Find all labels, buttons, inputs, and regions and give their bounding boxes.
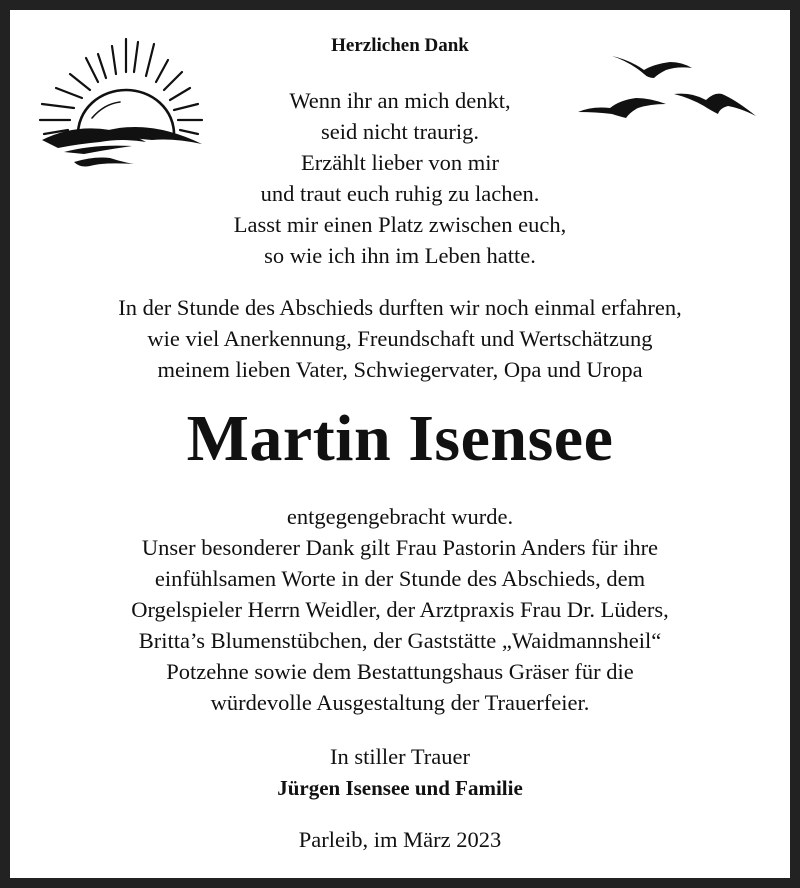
heading: Herzlichen Dank <box>331 35 469 56</box>
poem-line: Erzählt lieber von mir <box>300 150 500 175</box>
thanks-line: entgegengebracht wurde. <box>286 504 514 529</box>
thanks-line: Unser besonderer Dank gilt Frau Pastorin Anders für ihre <box>141 535 659 560</box>
thanks-line: würdevolle Ausgestaltung der Trauerfeier. <box>210 690 590 715</box>
poem-line: Wenn ihr an mich denkt, <box>289 88 511 113</box>
place-date: Parleib, im März 2023 <box>298 827 502 852</box>
poem-line: seid nicht traurig. <box>320 119 480 144</box>
thanks-line: einfühlsamen Worte in der Stunde des Abschieds, dem <box>154 566 646 591</box>
poem-line: so wie ich ihn im Leben hatte. <box>264 243 536 268</box>
mourning-text: In stiller Trauer <box>330 744 470 769</box>
thanks-line: Orgelspieler Herrn Weidler, der Arztpraxis Frau Dr. Lüders, <box>131 597 669 622</box>
thanks-line: Potzehne sowie dem Bestattungshaus Gräser für die <box>166 659 634 684</box>
thanks-line: Britta’s Blumenstübchen, der Gaststätte „Waidmannsheil“ <box>138 628 662 653</box>
intro-line: wie viel Anerkennung, Freundschaft und Wertschätzung <box>147 326 653 351</box>
poem-line: und traut euch ruhig zu lachen. <box>260 181 540 206</box>
intro-line: meinem lieben Vater, Schwiegervater, Opa und Uropa <box>157 357 643 382</box>
poem-line: Lasst mir einen Platz zwischen euch, <box>233 212 567 237</box>
family-signature: Jürgen Isensee und Familie <box>277 776 523 800</box>
deceased-name: Martin Isensee <box>186 402 614 475</box>
birds-icon <box>574 48 764 128</box>
intro-line: In der Stunde des Abschieds durften wir noch einmal erfahren, <box>118 295 682 320</box>
